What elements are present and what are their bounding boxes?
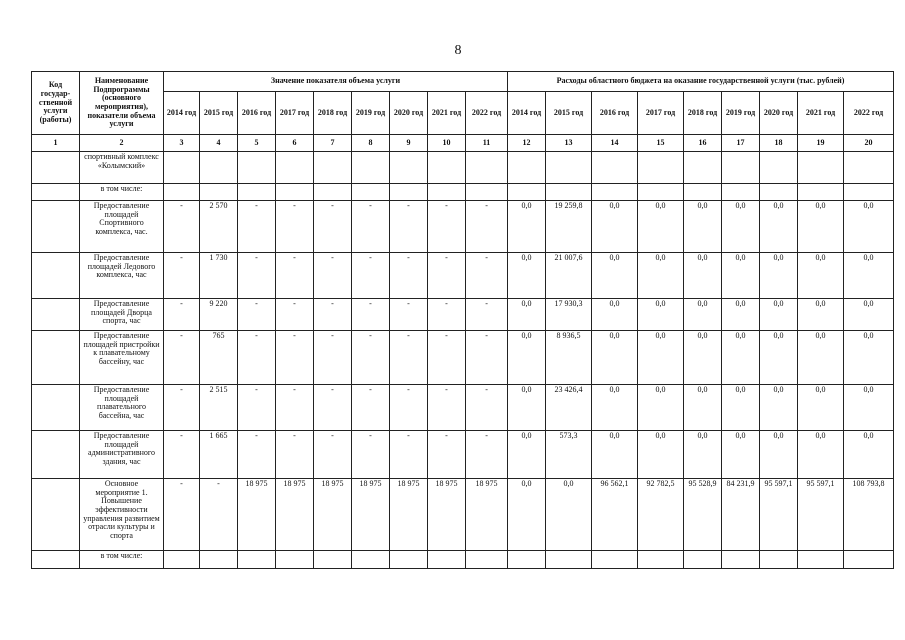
volume-cell: - — [352, 201, 390, 253]
header-expense-year: 2021 год — [798, 92, 844, 135]
volume-cell — [276, 184, 314, 201]
column-number: 6 — [276, 135, 314, 152]
volume-cell — [428, 551, 466, 569]
volume-cell — [276, 152, 314, 184]
expense-cell — [592, 152, 638, 184]
volume-cell — [466, 551, 508, 569]
volume-cell — [164, 551, 200, 569]
volume-cell: - — [466, 331, 508, 385]
expense-cell: 0,0 — [722, 201, 760, 253]
column-number: 11 — [466, 135, 508, 152]
expense-cell — [508, 152, 546, 184]
volume-cell — [164, 152, 200, 184]
volume-cell — [200, 551, 238, 569]
volume-cell — [200, 152, 238, 184]
expense-cell: 0,0 — [760, 299, 798, 331]
column-number: 9 — [390, 135, 428, 152]
expense-cell: 0,0 — [508, 299, 546, 331]
expense-cell: 0,0 — [508, 385, 546, 431]
expense-cell: 0,0 — [508, 479, 546, 551]
expense-cell: 0,0 — [844, 201, 894, 253]
row-name-cell: Предоставление площадей Дворца спорта, час — [80, 299, 164, 331]
column-number: 10 — [428, 135, 466, 152]
column-numbers-row — [32, 135, 894, 152]
expense-cell: 96 562,1 — [592, 479, 638, 551]
volume-cell: - — [238, 201, 276, 253]
header-volume-year: 2019 год — [352, 92, 390, 135]
row-code-cell — [32, 331, 80, 385]
expense-cell: 0,0 — [844, 299, 894, 331]
expense-cell — [760, 551, 798, 569]
volume-cell: 2 515 — [200, 385, 238, 431]
expense-cell: 0,0 — [508, 331, 546, 385]
volume-cell — [276, 551, 314, 569]
expense-cell — [592, 184, 638, 201]
expense-cell: 0,0 — [760, 253, 798, 299]
volume-cell: - — [276, 331, 314, 385]
expense-cell — [638, 152, 684, 184]
expense-cell: 0,0 — [760, 201, 798, 253]
volume-cell — [238, 551, 276, 569]
expense-cell — [844, 152, 894, 184]
volume-cell: - — [276, 201, 314, 253]
expense-cell — [546, 152, 592, 184]
volume-cell — [314, 184, 352, 201]
volume-cell: - — [314, 201, 352, 253]
row-name-cell: Предоставление площадей Ледового комплекса, час — [80, 253, 164, 299]
volume-cell: - — [276, 431, 314, 479]
volume-cell: - — [164, 479, 200, 551]
volume-cell: - — [314, 431, 352, 479]
header-expense-year: 2014 год — [508, 92, 546, 135]
header-volume-year: 2021 год — [428, 92, 466, 135]
header-expense-year: 2018 год — [684, 92, 722, 135]
expense-cell: 0,0 — [722, 331, 760, 385]
volume-cell — [238, 184, 276, 201]
expense-cell: 0,0 — [844, 253, 894, 299]
volume-cell: - — [164, 201, 200, 253]
row-code-cell — [32, 184, 80, 201]
expense-cell — [844, 551, 894, 569]
expense-cell — [546, 551, 592, 569]
column-number: 2 — [80, 135, 164, 152]
expense-cell: 0,0 — [844, 331, 894, 385]
expense-cell: 0,0 — [508, 253, 546, 299]
expense-cell: 0,0 — [638, 201, 684, 253]
expense-cell: 0,0 — [592, 253, 638, 299]
volume-cell: - — [466, 385, 508, 431]
volume-cell: - — [164, 299, 200, 331]
table-row — [32, 201, 894, 253]
row-code-cell — [32, 152, 80, 184]
expense-cell: 0,0 — [684, 431, 722, 479]
table-row — [32, 152, 894, 184]
expense-cell: 0,0 — [722, 253, 760, 299]
expense-cell: 0,0 — [684, 385, 722, 431]
volume-cell: - — [428, 201, 466, 253]
expense-cell: 19 259,8 — [546, 201, 592, 253]
column-number: 18 — [760, 135, 798, 152]
expense-cell: 95 597,1 — [760, 479, 798, 551]
volume-cell — [352, 152, 390, 184]
volume-cell: 9 220 — [200, 299, 238, 331]
row-name-cell: спортивный комплекс «Колымский» — [80, 152, 164, 184]
header-expense-year: 2017 год — [638, 92, 684, 135]
expense-cell: 0,0 — [722, 385, 760, 431]
expense-cell — [638, 551, 684, 569]
volume-cell — [314, 152, 352, 184]
row-name-cell: Предоставление площадей административного здания, час — [80, 431, 164, 479]
volume-cell — [390, 152, 428, 184]
expense-cell: 0,0 — [684, 201, 722, 253]
table-row — [32, 431, 894, 479]
volume-cell: - — [352, 299, 390, 331]
expense-cell — [798, 152, 844, 184]
volume-cell: - — [466, 253, 508, 299]
column-number: 13 — [546, 135, 592, 152]
volume-cell: - — [466, 201, 508, 253]
volume-cell: 18 975 — [238, 479, 276, 551]
row-name-cell: Предоставление площадей Спортивного комплекса, час. — [80, 201, 164, 253]
expense-cell — [684, 152, 722, 184]
header-expense-year: 2015 год — [546, 92, 592, 135]
column-number: 4 — [200, 135, 238, 152]
expense-cell: 0,0 — [722, 431, 760, 479]
expense-cell — [546, 184, 592, 201]
table-row — [32, 331, 894, 385]
column-number: 16 — [684, 135, 722, 152]
volume-cell: 765 — [200, 331, 238, 385]
volume-cell — [390, 551, 428, 569]
volume-cell: - — [390, 201, 428, 253]
expense-cell: 0,0 — [592, 331, 638, 385]
table-row — [32, 551, 894, 569]
header-expense-year: 2016 год — [592, 92, 638, 135]
volume-cell: - — [352, 253, 390, 299]
expense-cell: 84 231,9 — [722, 479, 760, 551]
volume-cell: 18 975 — [428, 479, 466, 551]
volume-cell: - — [390, 331, 428, 385]
volume-cell: - — [276, 253, 314, 299]
volume-cell: - — [314, 253, 352, 299]
volume-cell: - — [390, 431, 428, 479]
expense-cell: 0,0 — [798, 431, 844, 479]
volume-cell: - — [238, 299, 276, 331]
volume-cell — [352, 551, 390, 569]
volume-cell — [428, 184, 466, 201]
volume-cell — [200, 184, 238, 201]
column-number: 14 — [592, 135, 638, 152]
volume-cell — [390, 184, 428, 201]
volume-cell: 18 975 — [314, 479, 352, 551]
row-code-cell — [32, 299, 80, 331]
header-expense-year: 2019 год — [722, 92, 760, 135]
volume-cell: - — [352, 385, 390, 431]
expense-cell: 0,0 — [760, 385, 798, 431]
expense-cell: 0,0 — [684, 253, 722, 299]
table-row — [32, 184, 894, 201]
volume-cell: - — [466, 431, 508, 479]
expense-cell: 0,0 — [798, 253, 844, 299]
volume-cell: - — [428, 253, 466, 299]
expense-cell: 0,0 — [684, 299, 722, 331]
expense-cell: 0,0 — [508, 431, 546, 479]
row-name-cell: Основное мероприятие 1. Повышение эффективности управления развитием отрасли культуры и спорта — [80, 479, 164, 551]
volume-cell: - — [466, 299, 508, 331]
volume-cell: 18 975 — [276, 479, 314, 551]
expense-cell: 0,0 — [722, 299, 760, 331]
volume-cell: - — [428, 331, 466, 385]
expense-cell: 95 528,9 — [684, 479, 722, 551]
expense-cell: 95 597,1 — [798, 479, 844, 551]
volume-cell: 18 975 — [390, 479, 428, 551]
table-row — [32, 299, 894, 331]
expense-cell: 0,0 — [844, 431, 894, 479]
expense-cell: 0,0 — [638, 431, 684, 479]
expense-cell — [760, 152, 798, 184]
expense-cell: 0,0 — [798, 331, 844, 385]
header-volume-year: 2016 год — [238, 92, 276, 135]
header-volume-year: 2014 год — [164, 92, 200, 135]
row-code-cell — [32, 253, 80, 299]
row-name-cell: Предоставление площадей пристройки к плавательному бассейну, час — [80, 331, 164, 385]
expense-cell — [760, 184, 798, 201]
volume-cell: - — [276, 385, 314, 431]
volume-cell: - — [428, 385, 466, 431]
volume-cell: 1 730 — [200, 253, 238, 299]
volume-cell: - — [276, 299, 314, 331]
column-number: 7 — [314, 135, 352, 152]
expense-cell: 0,0 — [760, 431, 798, 479]
expense-cell — [684, 184, 722, 201]
volume-cell: - — [314, 331, 352, 385]
expense-cell: 0,0 — [684, 331, 722, 385]
row-code-cell — [32, 551, 80, 569]
volume-cell: - — [238, 385, 276, 431]
expense-cell: 0,0 — [798, 201, 844, 253]
volume-cell: 2 570 — [200, 201, 238, 253]
row-code-cell — [32, 385, 80, 431]
budget-table — [31, 71, 894, 569]
volume-cell: - — [164, 331, 200, 385]
expense-cell: 0,0 — [638, 385, 684, 431]
row-name-cell: в том числе: — [80, 551, 164, 569]
column-number: 12 — [508, 135, 546, 152]
column-number: 5 — [238, 135, 276, 152]
header-volume-year: 2015 год — [200, 92, 238, 135]
expense-cell: 0,0 — [798, 299, 844, 331]
table-row — [32, 385, 894, 431]
header-volume-year: 2018 год — [314, 92, 352, 135]
header-expense-year: 2020 год — [760, 92, 798, 135]
expense-cell: 0,0 — [798, 385, 844, 431]
volume-cell: - — [164, 431, 200, 479]
expense-cell — [722, 152, 760, 184]
volume-cell: - — [390, 299, 428, 331]
volume-cell — [164, 184, 200, 201]
volume-cell — [466, 184, 508, 201]
volume-cell — [314, 551, 352, 569]
volume-cell: - — [238, 431, 276, 479]
expense-cell — [798, 184, 844, 201]
row-name-cell: в том числе: — [80, 184, 164, 201]
volume-cell — [238, 152, 276, 184]
expense-cell: 0,0 — [638, 299, 684, 331]
column-number: 1 — [32, 135, 80, 152]
column-number: 20 — [844, 135, 894, 152]
expense-cell: 0,0 — [760, 331, 798, 385]
column-number: 8 — [352, 135, 390, 152]
column-number: 19 — [798, 135, 844, 152]
row-code-cell — [32, 479, 80, 551]
expense-cell: 0,0 — [592, 431, 638, 479]
volume-cell — [466, 152, 508, 184]
volume-cell: - — [238, 253, 276, 299]
volume-cell: - — [352, 431, 390, 479]
expense-cell — [508, 184, 546, 201]
expense-cell: 0,0 — [638, 331, 684, 385]
table-row — [32, 253, 894, 299]
expense-cell — [798, 551, 844, 569]
expense-cell: 23 426,4 — [546, 385, 592, 431]
volume-cell: - — [390, 253, 428, 299]
page-number: 8 — [454, 43, 462, 58]
volume-cell: 1 665 — [200, 431, 238, 479]
expense-cell: 573,3 — [546, 431, 592, 479]
header-expense-year: 2022 год — [844, 92, 894, 135]
expense-cell: 92 782,5 — [638, 479, 684, 551]
volume-cell: - — [164, 385, 200, 431]
expense-cell: 0,0 — [592, 201, 638, 253]
volume-cell: - — [164, 253, 200, 299]
volume-cell: - — [390, 385, 428, 431]
header-volume-year: 2022 год — [466, 92, 508, 135]
row-name-cell: Предоставление площадей плавательного бассейна, час — [80, 385, 164, 431]
header-volume-year: 2020 год — [390, 92, 428, 135]
row-code-cell — [32, 431, 80, 479]
table-row — [32, 479, 894, 551]
expense-cell — [638, 184, 684, 201]
expense-cell: 17 930,3 — [546, 299, 592, 331]
volume-cell: - — [200, 479, 238, 551]
column-number: 15 — [638, 135, 684, 152]
expense-cell — [844, 184, 894, 201]
table-body — [32, 135, 894, 569]
expense-cell: 0,0 — [844, 385, 894, 431]
expense-cell: 0,0 — [638, 253, 684, 299]
column-number: 3 — [164, 135, 200, 152]
expense-cell: 0,0 — [508, 201, 546, 253]
expense-cell — [508, 551, 546, 569]
volume-cell: - — [352, 331, 390, 385]
expense-cell: 108 793,8 — [844, 479, 894, 551]
header-code: Код государ-ственной услуги (работы) — [32, 72, 80, 135]
expense-cell — [722, 184, 760, 201]
header-expense-group: Расходы областного бюджета на оказание государственной услуги (тыс. рублей) — [508, 72, 894, 92]
volume-cell — [428, 152, 466, 184]
header-volume-year: 2017 год — [276, 92, 314, 135]
volume-cell: - — [314, 385, 352, 431]
expense-cell: 0,0 — [592, 385, 638, 431]
expense-cell: 0,0 — [546, 479, 592, 551]
volume-cell: - — [428, 431, 466, 479]
volume-cell — [352, 184, 390, 201]
expense-cell: 0,0 — [592, 299, 638, 331]
header-volume-group: Значение показателя объема услуги — [164, 72, 508, 92]
expense-cell: 21 007,6 — [546, 253, 592, 299]
volume-cell: - — [314, 299, 352, 331]
volume-cell: 18 975 — [466, 479, 508, 551]
expense-cell — [592, 551, 638, 569]
expense-cell — [684, 551, 722, 569]
row-code-cell — [32, 201, 80, 253]
expense-cell: 8 936,5 — [546, 331, 592, 385]
expense-cell — [722, 551, 760, 569]
column-number: 17 — [722, 135, 760, 152]
volume-cell: 18 975 — [352, 479, 390, 551]
header-name: Наименование Подпрограммы (основного мероприятия), показатели объема услуги — [80, 72, 164, 135]
volume-cell: - — [428, 299, 466, 331]
volume-cell: - — [238, 331, 276, 385]
